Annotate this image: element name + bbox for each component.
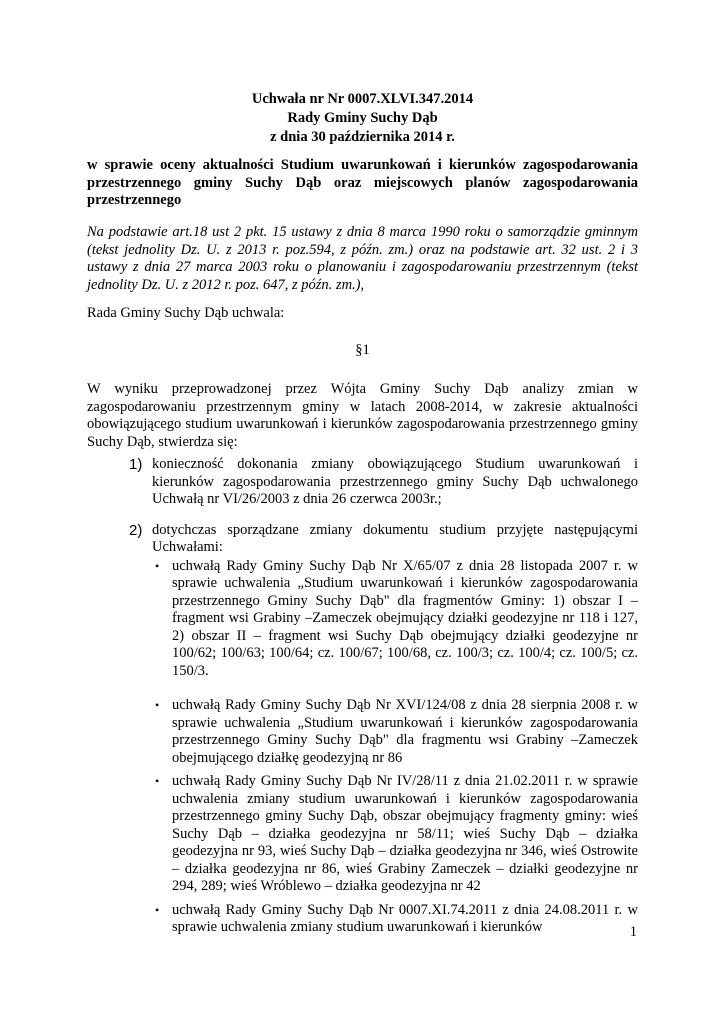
sublist-item xyxy=(152,558,638,681)
resolution-date: z dnia 30 października 2014 r. xyxy=(270,129,455,145)
bullet-icon: • xyxy=(155,774,160,788)
resolutions-sublist xyxy=(152,558,638,937)
bullet-icon: • xyxy=(155,902,160,917)
list-item-text: dotychczas sporządzane zmiany dokumentu studium przyjęte następującymi Uchwałami: xyxy=(152,521,638,555)
sublist-item-text: uchwałą Rady Gminy Suchy Dąb Nr IV/28/11 z dnia 21.02.2011 r. w sprawie uchwalenia zmiany studium uwarunkowań i kierunków zagospodarowania przestrzennego gminy Suchy Dąb, obszar obejmujący fragmenty gminy: wieś Suchy Dąb – działka geodezyjna nr 58/11; wieś Suchy Dąb – działka geodezyjna nr 93, wieś Suchy Dąb – działka geodezyjna nr 346, wieś Ostrowite – działka geodezyjna nr 86, wieś Grabiny Zameczek – działki geodezyjne nr 294, 289; wieś Wróblewo – działka geodezyjna nr 42 xyxy=(172,773,638,894)
sublist-item xyxy=(152,902,638,937)
legal-basis: Na podstawie art.18 ust 2 pkt. 15 ustawy z dnia 8 marca 1990 roku o samorządzie gminnym (tekst jednolity Dz. U. z 2013 r. poz.594, z późn. zm.) oraz na podstawie art. 32 ust. 2 i 3 ustawy z dnia 27 marca 2003 roku o planowaniu i zagospodarowaniu przestrzennym (tekst jednolity Dz. U. z 2012 r. poz. 647, z późn. zm.), xyxy=(87,224,638,293)
list-item-number: 1) xyxy=(129,456,143,473)
paragraph-mark: §1 xyxy=(355,342,370,358)
list-item-number: 2) xyxy=(129,521,143,539)
council-name: Rady Gminy Suchy Dąb xyxy=(287,110,438,126)
resolution-intro: Rada Gminy Suchy Dąb uchwala: xyxy=(87,305,285,321)
list-item-text: konieczność dokonania zmiany obowiązującego Studium uwarunkowań i kierunków zagospodarowania przestrzennego gminy Suchy Dąb uchwalonego Uchwałą nr VI/26/2003 z dnia 26 czerwca 2003r.; xyxy=(152,456,638,507)
list-item xyxy=(110,456,638,509)
sublist-item-text: uchwałą Rady Gminy Suchy Dąb Nr XVI/124/08 z dnia 28 sierpnia 2008 r. w sprawie uchwalenia „Studium uwarunkowań i kierunków zagospodarowania przestrzennego Gminy Suchy Dąb" dla fragmentu wsi Grabiny –Zameczek obejmującego działkę geodezyjną nr 86 xyxy=(172,697,638,766)
bullet-icon: • xyxy=(155,558,160,573)
sublist-item xyxy=(152,773,638,896)
list-item xyxy=(110,522,638,937)
findings-list xyxy=(110,456,638,937)
sublist-item-text: uchwałą Rady Gminy Suchy Dąb Nr X/65/07 z dnia 28 listopada 2007 r. w sprawie uchwalenia „Studium uwarunkowań i kierunków zagospodarowania przestrzennego Gminy Suchy Dąb" dla fragmentów Gminy: 1) obszar I – fragment wsi Grabiny –Zameczek obejmujący działki geodezyjne nr 118 i 127, 2) obszar II – fragment wsi Suchy Dąb obejmujący działki geodezyjne nr 100/62; 100/63; 100/64; cz. 100/67; 100/68, cz. 100/3; cz. 100/4; cz. 100/5; cz. 150/3. xyxy=(172,557,638,679)
resolution-number: Uchwała nr Nr 0007.XLVI.347.2014 xyxy=(251,91,474,107)
resolution-header xyxy=(0,90,725,147)
resolution-subject: w sprawie oceny aktualności Studium uwarunkowań i kierunków zagospodarowania przestrzennego gminy Suchy Dąb oraz miejscowych planów zagospodarowania przestrzennego xyxy=(87,157,638,208)
bullet-icon: • xyxy=(155,698,160,712)
sublist-item xyxy=(152,697,638,767)
findings-text: W wyniku przeprowadzonej przez Wójta Gminy Suchy Dąb analizy zmian w zagospodarowaniu przestrzennym gminy w latach 2008-2014, w zakresie aktualności obowiązującego studium uwarunkowań i kierunków zagospodarowania przestrzennego gminy Suchy Dąb, stwierdza się: xyxy=(87,381,638,450)
page-number: 1 xyxy=(629,924,637,940)
sublist-item-text: uchwałą Rady Gminy Suchy Dąb Nr 0007.XI.74.2011 z dnia 24.08.2011 r. w sprawie uchwalenia zmiany studium uwarunkowań i kierunków xyxy=(172,901,638,935)
